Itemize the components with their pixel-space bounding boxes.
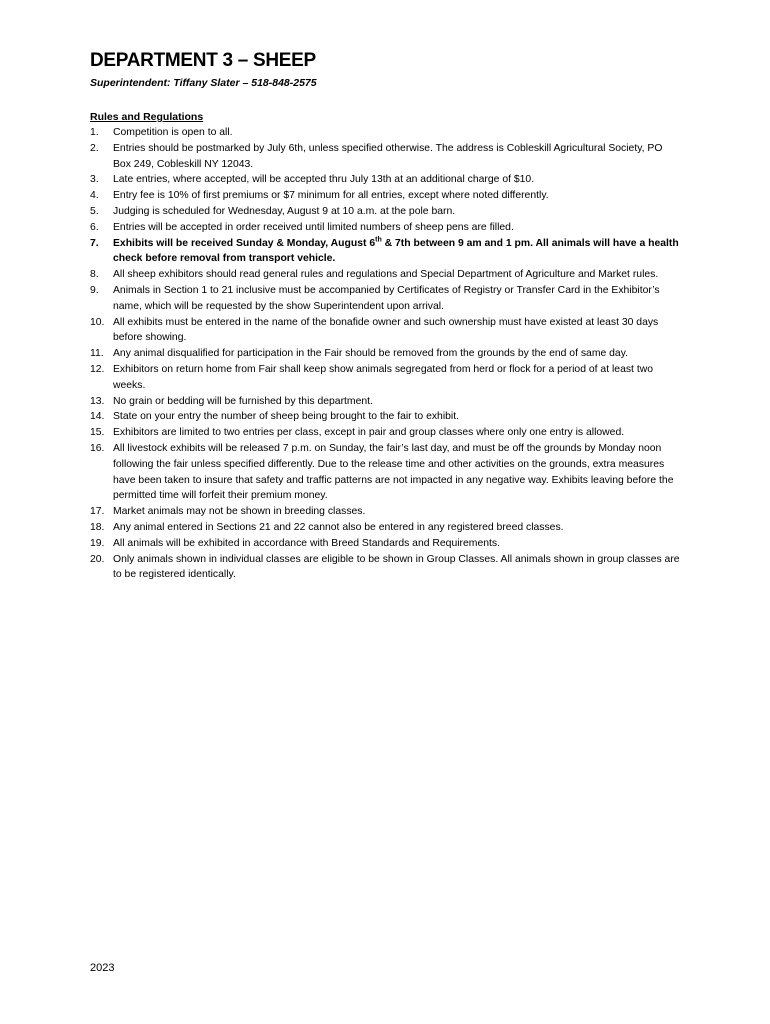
rule-text: Only animals shown in individual classes are eligible to be shown in Group Classes. All animals shown in group classes are to be registered identically.: [113, 553, 680, 581]
rule-text: Late entries, where accepted, will be accepted thru July 13th at an additional charge of $10.: [113, 174, 535, 186]
rule-number: 6.: [90, 221, 99, 233]
rule-item: [90, 504, 682, 520]
rule-text: Exhibitors on return home from Fair shall keep show animals segregated from herd or flock for a period of at least two weeks.: [113, 363, 653, 391]
rule-text: Market animals may not be shown in breeding classes.: [113, 506, 366, 518]
rule-text: Any animal disqualified for participation in the Fair should be removed from the grounds by the end of same day.: [113, 348, 629, 360]
page-title: DEPARTMENT 3 – SHEEP: [90, 50, 316, 71]
rule-item: [90, 188, 682, 204]
rule-text: All exhibits must be entered in the name of the bonafide owner and such ownership must have existed at least 30 days before showing.: [113, 316, 659, 344]
rule-text: Any animal entered in Sections 21 and 22 cannot also be entered in any registered breed classes.: [113, 521, 564, 533]
rules-list: [90, 125, 682, 583]
rule-item: [90, 552, 682, 584]
rule-text: Competition is open to all.: [113, 127, 233, 138]
rule-item-bold: [90, 236, 682, 268]
rule-item: [90, 441, 682, 504]
rule-number: 15.: [90, 427, 105, 439]
rule-text: Entry fee is 10% of first premiums or $7 minimum for all entries, except where noted differently.: [113, 190, 549, 202]
footer-year: 2023: [90, 962, 115, 974]
rule-text-part-b: & 7th between 9 am and 1 pm. All animals will have a health check before removal from transport vehicle.: [113, 237, 679, 265]
rule-item: [90, 141, 682, 173]
ordinal-superscript: th: [375, 236, 382, 244]
rule-number: 14.: [90, 411, 105, 423]
rule-number: 17.: [90, 506, 105, 518]
rule-item: [90, 204, 682, 220]
rule-text: Entries should be postmarked by July 6th, unless specified otherwise. The address is Cobleskill Agricultural Society, PO Box 249, Cobleskill NY 12043.: [113, 142, 663, 170]
rule-text: Entries will be accepted in order received until limited numbers of sheep pens are filled.: [113, 221, 514, 233]
rule-number: 20.: [90, 553, 105, 565]
rule-text: All sheep exhibitors should read general rules and regulations and Special Department of Agriculture and Market rules.: [113, 269, 659, 281]
rule-item: [90, 125, 682, 141]
rule-item: [90, 536, 682, 552]
rule-item: [90, 315, 682, 347]
rule-item: [90, 283, 682, 315]
rule-item: [90, 172, 682, 188]
rule-text: All livestock exhibits will be released 7 p.m. on Sunday, the fair’s last day, and must be off the grounds by Monday noon following the fair unless specified differently. Due to the release time and other activities on the grounds, extra measures have been taken to insure that safety and traffic patterns are not impacted in any negative way. Exhibits leaving before the permitted time will forfeit their premium money.: [113, 442, 674, 502]
rule-item: [90, 220, 682, 236]
rule-number: 10.: [90, 316, 105, 328]
rule-item: [90, 520, 682, 536]
rule-number: 9.: [90, 284, 99, 296]
rule-text: No grain or bedding will be furnished by this department.: [113, 395, 373, 407]
rule-number: 18.: [90, 521, 105, 533]
rule-number: 16.: [90, 442, 105, 454]
rule-number: 13.: [90, 395, 105, 407]
superintendent-line: Superintendent: Tiffany Slater – 518-848-2575: [90, 77, 317, 89]
rule-item: [90, 346, 682, 362]
rule-text: All animals will be exhibited in accordance with Breed Standards and Requirements.: [113, 537, 500, 549]
rule-text: Animals in Section 1 to 21 inclusive must be accompanied by Certificates of Registry or Transfer Card in the Exhibitor’s name, which will be requested by the show Superintendent upon arrival.: [113, 284, 660, 312]
rule-text: Judging is scheduled for Wednesday, August 9 at 10 a.m. at the pole barn.: [113, 205, 456, 217]
rule-item: [90, 394, 682, 410]
rule-number: 3.: [90, 174, 99, 186]
rule-text: Exhibitors are limited to two entries per class, except in pair and group classes where only one entry is allowed.: [113, 427, 625, 439]
rule-text: State on your entry the number of sheep being brought to the fair to exhibit.: [113, 411, 459, 423]
rule-number: 11.: [90, 348, 104, 360]
rule-number: 4.: [90, 190, 99, 202]
rules-heading: Rules and Regulations: [90, 111, 204, 123]
rule-number: 19.: [90, 537, 105, 549]
rule-item: [90, 267, 682, 283]
rule-item: [90, 425, 682, 441]
rule-item: [90, 409, 682, 425]
rule-item: [90, 362, 682, 394]
rule-number: 12.: [90, 363, 105, 375]
rule-number: 1.: [90, 127, 99, 138]
rule-number: 2.: [90, 142, 99, 154]
rule-number: 5.: [90, 205, 99, 217]
rule-number: 7.: [90, 237, 99, 249]
rule-text-part-a: Exhibits will be received Sunday & Monday, August 6: [113, 237, 376, 249]
rule-number: 8.: [90, 269, 99, 281]
